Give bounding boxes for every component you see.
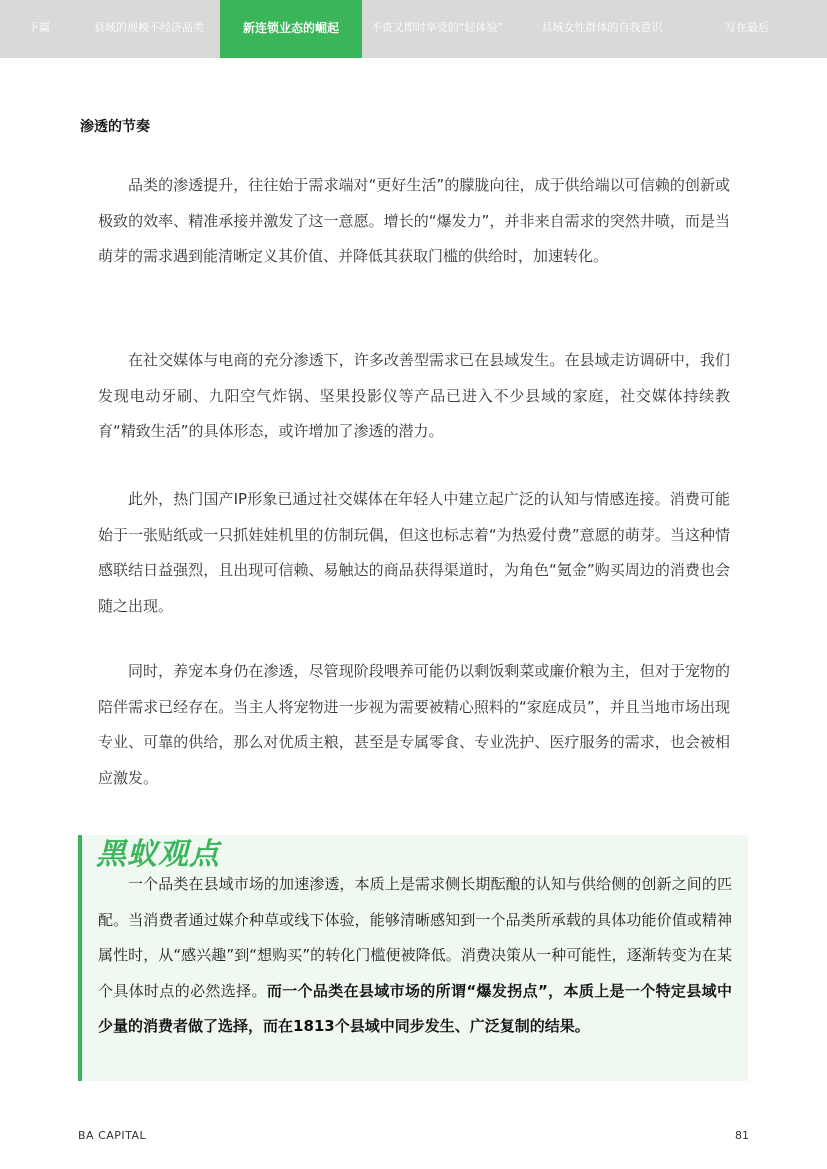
section-title: 渗透的节奏 (80, 119, 150, 135)
page-number: 81 (735, 1129, 749, 1142)
tab-afterword[interactable]: 写在最后 (725, 21, 769, 34)
callout-title: 黑蚁观点 (96, 837, 220, 872)
tab-county-diseconomies-categories[interactable]: 县域的规模不经济品类 (94, 21, 204, 34)
body-paragraph: 在社交媒体与电商的充分渗透下，许多改善型需求已在县域发生。在县域走访调研中，我们发现电动牙刷、九阳空气炸锅、坚果投影仪等产品已进入不少县域的家庭，社交媒体持续教育“精致生活”的具体形态，或许增加了渗透的潜力。 (98, 351, 730, 440)
viewpoint-callout (78, 835, 748, 1081)
body-paragraph: 品类的渗透提升，往往始于需求端对“更好生活”的朦胧向往，成于供给端以可信赖的创新或极致的效率、精准承接并激发了这一意愿。增长的“爆发力”，并非来自需求的突然井喷，而是当萌芽的需求遇到能清晰定义其价值、并降低其获取门槛的供给时，加速转化。 (98, 176, 730, 265)
callout-bold-text: 而一个品类在县域市场的所谓“爆发拐点”，本质上是一个特定县域中少量的消费者做了选择，而在1813个县域中同步发生、广泛复制的结果。 (98, 981, 732, 1035)
tab-light-experience[interactable]: 不贵又即时享受的“轻体验” (370, 21, 504, 34)
tab-part-two[interactable]: 下篇 (28, 21, 50, 34)
callout-body-text: 一个品类在县域市场的加速渗透，本质上是需求侧长期酝酿的认知与供给侧的创新之间的匹配。当消费者通过媒介种草或线下体验，能够清晰感知到一个品类所承载的具体功能价值或精神属性时，从“感兴趣”到“想购买”的转化门槛便被降低。消费决策从一种可能性，逐渐转变为在某个具体时点的必然选择。 (98, 875, 732, 1000)
footer-brand: BA CAPITAL (78, 1129, 147, 1142)
tab-county-women-self-awareness[interactable]: 县域女性群体的自我意识 (541, 21, 663, 34)
body-paragraph: 此外，热门国产IP形象已通过社交媒体在年轻人中建立起广泛的认知与情感连接。消费可能始于一张贴纸或一只抓娃娃机里的仿制玩偶，但这也标志着“为热爱付费”意愿的萌芽。当这种情感联结日益强烈，且出现可信赖、易触达的商品获得渠道时，为角色“氪金”购买周边的消费也会随之出现。 (98, 490, 730, 615)
tab-new-chain-formats[interactable]: 新连锁业态的崛起 (220, 0, 362, 58)
top-navigation-bar (0, 0, 827, 58)
body-paragraph: 同时，养宠本身仍在渗透，尽管现阶段喂养可能仍以剩饭剩菜或廉价粮为主，但对于宠物的陪伴需求已经存在。当主人将宠物进一步视为需要被精心照料的“家庭成员”，并且当地市场出现专业、可靠的供给，那么对优质主粮，甚至是专属零食、专业洗护、医疗服务的需求，也会被相应激发。 (98, 662, 730, 787)
callout-text (98, 867, 732, 1045)
